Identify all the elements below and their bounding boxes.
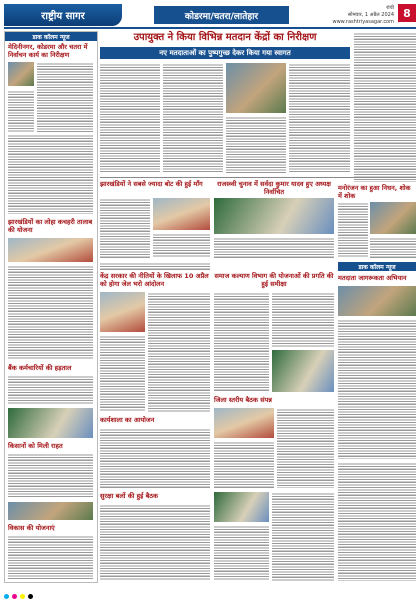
story-h-text	[277, 408, 334, 488]
right-top-column-text	[354, 32, 416, 182]
story-d-text2	[100, 335, 145, 412]
story-g-headline: कार्यशाला का आयोजन	[100, 416, 155, 424]
main-story-text-col1	[100, 63, 160, 173]
left-story2-photo	[8, 238, 93, 262]
story-h-headline: जिला स्तरीय बैठक संपन्न	[214, 396, 273, 404]
edition-site: www.rashtriyasagar.com	[332, 19, 394, 25]
story-c-photo	[370, 202, 416, 234]
story-e-photo	[272, 350, 334, 392]
edition-date: सोमवार, 1 अप्रैल 2024	[347, 12, 394, 18]
main-story-text-col2	[163, 63, 223, 173]
left-story2-body	[8, 265, 93, 360]
story-e-text	[214, 292, 269, 392]
story-f-headline: मतदाता जागरूकता अभियान	[338, 274, 407, 282]
story-b-text	[214, 237, 334, 258]
left-story5-body	[8, 535, 93, 579]
story-a-text3	[100, 262, 210, 270]
left-story3-photo	[8, 408, 93, 438]
story-g-text	[100, 428, 210, 488]
main-subheadline: नए मतदाताओं का पुष्पगुच्छ देकर किया गया स्वागत	[100, 47, 350, 59]
story-c-headline: मनोरंजन का हुआ निधन, शोक में शोक	[338, 184, 411, 200]
story-b-photo	[214, 198, 334, 234]
left-story1-body	[8, 134, 93, 214]
story-b-headline: राजस्व्वी चुनाव में सर्वदा कुमार यादव हुए अध्यक्ष निर्वाचित	[217, 180, 331, 196]
main-story-text-col3	[226, 116, 286, 173]
story-h-photo	[214, 408, 274, 438]
story-i-photo	[214, 492, 269, 522]
edition-day: रांची	[386, 5, 394, 11]
story-d-text	[148, 292, 210, 412]
story-c-text	[338, 202, 368, 258]
story-d-headline: केंद्र सरकार की नीतियों के खिलाफ 10 अप्रैल को होगा जेल भरो आंदोलन	[100, 272, 209, 288]
story-f-box	[338, 262, 416, 271]
main-headline: उपायुक्त ने किया विभिन्न मतदान केंद्रों का निरीक्षण	[133, 32, 317, 43]
story-h-text2	[214, 441, 274, 488]
story-a-headline: झारखंडियों ने सबसे ज्यादा बोट की हुई माँग	[100, 180, 203, 188]
left-story4-headline: किसानों को मिली राहत	[8, 442, 63, 450]
masthead-rule	[4, 27, 416, 29]
left-story1-text2	[8, 90, 34, 132]
story-i-headline: सुरक्षा बलों की हुई बैठक	[100, 492, 159, 500]
cyan-mark	[4, 594, 9, 599]
row-divider	[100, 177, 416, 178]
story-f-text2	[338, 462, 416, 581]
story-i-text	[100, 504, 210, 581]
story-d-photo	[100, 292, 145, 332]
main-story-text-col4	[289, 63, 350, 173]
left-story1-headline: मेदिनीनगर, कोडरमा और चतरा में निर्वाचन कार्य का निरीक्षण	[8, 43, 88, 59]
edition-meta	[314, 5, 394, 26]
left-story4-body	[8, 453, 93, 498]
left-column	[4, 31, 98, 583]
story-f-text	[338, 319, 416, 459]
story-i-text3	[272, 492, 334, 581]
main-story-photo	[226, 63, 286, 113]
story-f-label: डाक कॉलम न्यूज	[338, 262, 416, 271]
left-story4-photo	[8, 502, 93, 520]
left-story5-headline: विकास की योजनाएं	[8, 524, 55, 532]
black-mark	[28, 594, 33, 599]
story-a-text	[100, 198, 150, 258]
masthead	[4, 4, 416, 26]
story-e-headline: समाज कल्याण विभाग की योजनाओं की प्रगति की हुई समीक्षा	[214, 272, 334, 288]
newspaper-brand: राष्ट्रीय सागर	[4, 4, 122, 26]
left-story2-headline: झारखंडियों का लोहा कचहरी तालाब की योजना	[8, 218, 93, 234]
yellow-mark	[20, 594, 25, 599]
story-e-text2	[272, 292, 334, 347]
story-a-text2	[153, 233, 210, 258]
left-story3-headline: बैंक कर्मचारियों की हड़ताल	[8, 364, 72, 372]
print-color-marks	[4, 584, 416, 590]
left-column-label: डाक कॉलम न्यूज	[5, 32, 97, 41]
left-story3-body	[8, 375, 93, 405]
story-a-photo	[153, 198, 210, 230]
left-story1-photo	[8, 62, 34, 86]
left-story1-text	[37, 62, 93, 132]
story-f-photo	[338, 286, 416, 316]
story-c-text2	[370, 237, 416, 258]
section-title: कोडरमा/चतरा/लातेहार	[154, 6, 289, 24]
magenta-mark	[12, 594, 17, 599]
page-number: 8	[398, 4, 416, 22]
story-i-text2	[214, 525, 269, 581]
